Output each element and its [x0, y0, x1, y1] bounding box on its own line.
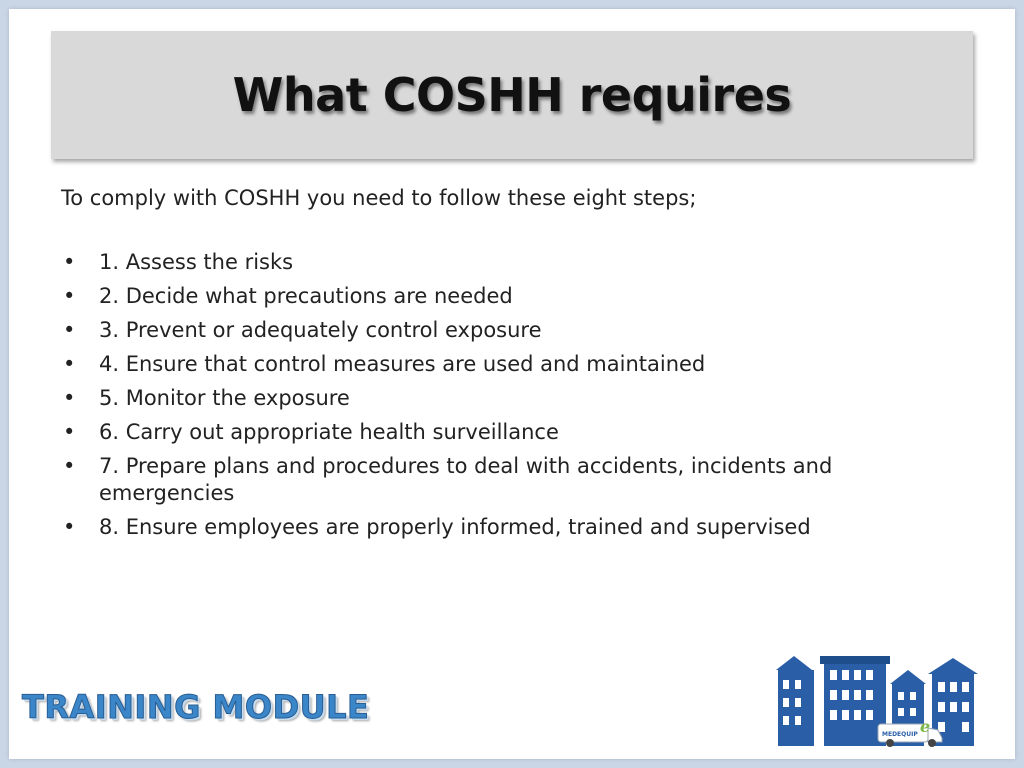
step-text: 6. Carry out appropriate health surveillance [99, 420, 559, 444]
steps-list [61, 249, 961, 541]
buildings-illustration [772, 640, 978, 748]
list-item [61, 317, 961, 344]
bullet-icon: • [63, 352, 76, 376]
list-item [61, 283, 961, 310]
bullet-icon: • [63, 284, 76, 308]
bullet-icon: • [63, 250, 76, 274]
list-item [61, 385, 961, 412]
step-text: 7. Prepare plans and procedures to deal with accidents, incidents and emergencies [99, 454, 833, 505]
step-text: 5. Monitor the exposure [99, 386, 350, 410]
slide-title: What COSHH requires [232, 68, 792, 122]
svg-text:e: e [920, 717, 931, 736]
list-item [61, 351, 961, 378]
list-item [61, 419, 961, 446]
step-text: 2. Decide what precautions are needed [99, 284, 513, 308]
bullet-icon: • [63, 318, 76, 342]
training-module-label: TRAINING MODULE [22, 688, 370, 726]
list-item [61, 514, 961, 541]
title-bar [51, 31, 973, 159]
step-text: 1. Assess the risks [99, 250, 294, 274]
bullet-icon: • [63, 454, 76, 478]
slide-content [61, 181, 961, 548]
list-item [61, 453, 961, 507]
step-text: 3. Prevent or adequately control exposure [99, 318, 542, 342]
town-buildings-logo [772, 640, 978, 748]
list-item [61, 249, 961, 276]
bullet-icon: • [63, 386, 76, 410]
bullet-icon: • [63, 515, 76, 539]
van-label: MEDEQUIP [882, 731, 918, 738]
intro-text: To comply with COSHH you need to follow these eight steps; [61, 186, 697, 210]
step-text: 4. Ensure that control measures are used and maintained [99, 352, 706, 376]
step-text: 8. Ensure employees are properly informed, trained and supervised [99, 515, 811, 539]
bullet-icon: • [63, 420, 76, 444]
